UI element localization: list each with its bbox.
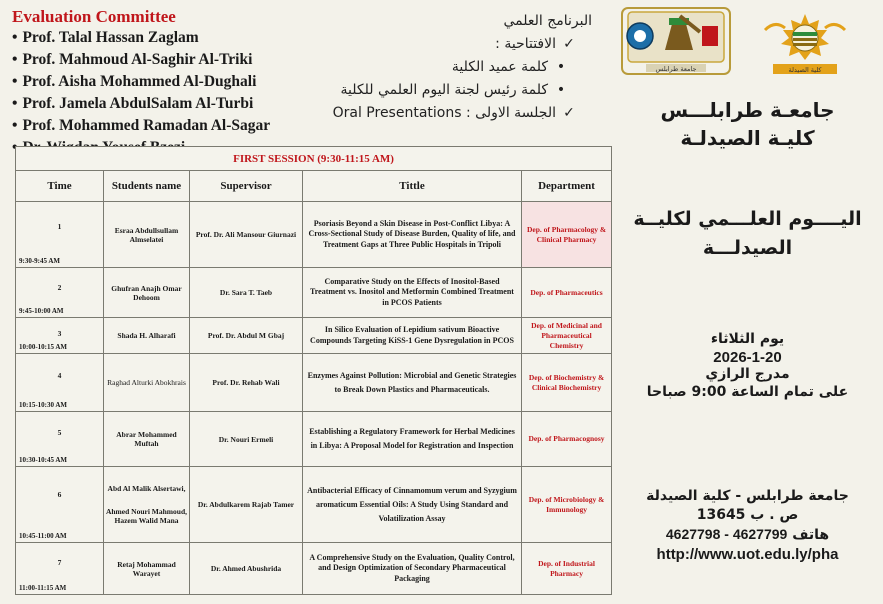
- program-item: •كلمة رئيس لجنة اليوم العلمي للكلية: [340, 79, 592, 102]
- event-venue: مدرج الرازي: [705, 366, 790, 382]
- student-cell: Retaj Mohammad Warayet: [104, 543, 190, 595]
- table-row: [16, 318, 612, 354]
- session-title: FIRST SESSION (9:30-11:15 AM): [16, 147, 612, 171]
- bullet-icon: •: [556, 59, 566, 75]
- website-link[interactable]: http://www.uot.edu.ly/pha: [656, 546, 839, 563]
- student-cell: Abrar Mohammed Muftah: [104, 412, 190, 467]
- faculty-emblem-icon: [620, 6, 732, 76]
- committee-list: [12, 27, 342, 159]
- event-when: [612, 331, 883, 401]
- col-header-title: Tittle: [303, 171, 522, 202]
- scientific-day-title: اليــــوم العلـــمي لكليــة الصيدلـــة: [633, 208, 862, 259]
- department-cell: Dep. of Microbiology & Immunology: [522, 467, 612, 543]
- department-cell: Dep. of Medicinal and Pharmaceutical Chemistry: [522, 318, 612, 354]
- supervisor-cell: Dr. Abdulkarem Rajab Tamer: [190, 467, 303, 543]
- logo-caption-left: جامعة طرابلس: [655, 65, 697, 73]
- title-cell: Psoriasis Beyond a Skin Disease in Post-Conflict Libya: A Cross-Sectional Study of Disease Burden, Quality of life, and Treatment Gaps at Three Public Hospitals in Tripoli: [303, 202, 522, 268]
- event-weekday: يوم الثلاثاء: [710, 331, 785, 347]
- supervisor-cell: Prof. Dr. Rehab Wali: [190, 354, 303, 412]
- supervisor-cell: Prof. Dr. Ali Mansour Giurnazi: [190, 202, 303, 268]
- col-header-time: Time: [16, 171, 104, 202]
- program-item: •كلمة عميد الكلية: [340, 56, 592, 79]
- col-header-students: Students name: [104, 171, 190, 202]
- table-row: [16, 268, 612, 318]
- supervisor-cell: Prof. Dr. Abdul M Gbaj: [190, 318, 303, 354]
- table-row: [16, 543, 612, 595]
- supervisor-cell: Dr. Ahmed Abushrida: [190, 543, 303, 595]
- program-heading: البرنامج العلمي: [503, 13, 592, 29]
- student-cell: Ghufran Anajh Omar Dehoom: [104, 268, 190, 318]
- supervisor-cell: Dr. Nouri Ermeli: [190, 412, 303, 467]
- university-name: جامعـة طرابلـــس كليـة الصيدلـة: [660, 98, 835, 150]
- student-cell: Esraa Abdullsullam Almselatei: [104, 202, 190, 268]
- logo-caption-right: كلية الصيدلة: [788, 66, 822, 74]
- scientific-program: [332, 10, 592, 125]
- po-box: ص . ب 13645: [696, 507, 799, 523]
- student-cell: Shada H. Alharafi: [104, 318, 190, 354]
- supervisor-cell: Dr. Sara T. Taeb: [190, 268, 303, 318]
- phone: هاتف 4627798 - 4627799: [665, 526, 830, 543]
- session-header-row: [16, 147, 612, 171]
- check-icon: ✓: [563, 36, 575, 52]
- student-cell: Raghad Alturki Abokhrais: [104, 354, 190, 412]
- program-session: ✓الجلسة الاولى : Oral Presentations: [340, 102, 592, 125]
- time-cell: 4 10:15-10:30 AM: [16, 354, 104, 412]
- table-row: [16, 412, 612, 467]
- column-header-row: [16, 171, 612, 202]
- title-cell: In Silico Evaluation of Lepidium sativum Bioactive Compounds Targeting KiSS-1 Gene Dysregulation in PCOS: [303, 318, 522, 354]
- committee-member: • Prof. Mahmoud Al-Saghir Al-Triki: [12, 49, 342, 71]
- committee-member: • Prof. Aisha Mohammed Al-Dughali: [12, 71, 342, 93]
- program-opening: ✓الافتتاحية :: [340, 33, 592, 56]
- department-cell: Dep. of Pharmacognosy: [522, 412, 612, 467]
- col-header-supervisor: Supervisor: [190, 171, 303, 202]
- title-cell: A Comprehensive Study on the Evaluation, Quality Control, and Design Optimization of Secondary Pharmaceutical Packaging: [303, 543, 522, 595]
- time-cell: 2 9:45-10:00 AM: [16, 268, 104, 318]
- time-cell: 5 10:30-10:45 AM: [16, 412, 104, 467]
- university-emblem-icon: [745, 10, 865, 76]
- title-cell: Enzymes Against Pollution: Microbial and Genetic Strategies to Break Down Plastics and Pharmaceuticals.: [303, 354, 522, 412]
- address-line: جامعة طرابلس - كلية الصيدلة: [646, 488, 849, 504]
- committee-title: Evaluation Committee: [12, 7, 176, 26]
- event-time: على تمام الساعة 9:00 صباحا: [646, 383, 849, 400]
- committee-member: • Prof. Mohammed Ramadan Al-Sagar: [12, 115, 342, 137]
- col-header-department: Department: [522, 171, 612, 202]
- right-panel: [612, 0, 883, 604]
- session-table: [15, 146, 612, 595]
- bullet-icon: •: [556, 82, 566, 98]
- time-cell: 1 9:30-9:45 AM: [16, 202, 104, 268]
- evaluation-committee: [12, 6, 342, 159]
- department-cell: Dep. of Pharmaceutics: [522, 268, 612, 318]
- table-row: [16, 467, 612, 543]
- title-cell: Comparative Study on the Effects of Inositol-Based Treatment vs. Inositol and Metformin Combined Treatment in PCOS Patients: [303, 268, 522, 318]
- student-cell: Abd Al Malik Alsertawi, Ahmed Nouri Mahmoud, Hazem Walid Mana: [104, 467, 190, 543]
- event-date: 2026-1-20: [713, 348, 782, 366]
- check-icon: ✓: [563, 105, 575, 121]
- time-cell: 7 11:00-11:15 AM: [16, 543, 104, 595]
- table-row: [16, 354, 612, 412]
- table-row: [16, 202, 612, 268]
- department-cell: Dep. of Biochemistry & Clinical Biochemistry: [522, 354, 612, 412]
- time-cell: 3 10:00-10:15 AM: [16, 318, 104, 354]
- title-cell: Antibacterial Efficacy of Cinnamomum verum and Syzygium aromaticum Essential Oils: A Study Using Standard and Volatilization Assay: [303, 467, 522, 543]
- committee-member: • Prof. Talal Hassan Zaglam: [12, 27, 342, 49]
- contact-address: [612, 487, 883, 564]
- title-cell: Establishing a Regulatory Framework for Herbal Medicines in Libya: A Proposal Model for Registration and Inspection: [303, 412, 522, 467]
- department-cell: Dep. of Pharmacology & Clinical Pharmacy: [522, 202, 612, 268]
- committee-member: • Prof. Jamela AbdulSalam Al-Turbi: [12, 93, 342, 115]
- department-cell: Dep. of Industrial Pharmacy: [522, 543, 612, 595]
- time-cell: 6 10:45-11:00 AM: [16, 467, 104, 543]
